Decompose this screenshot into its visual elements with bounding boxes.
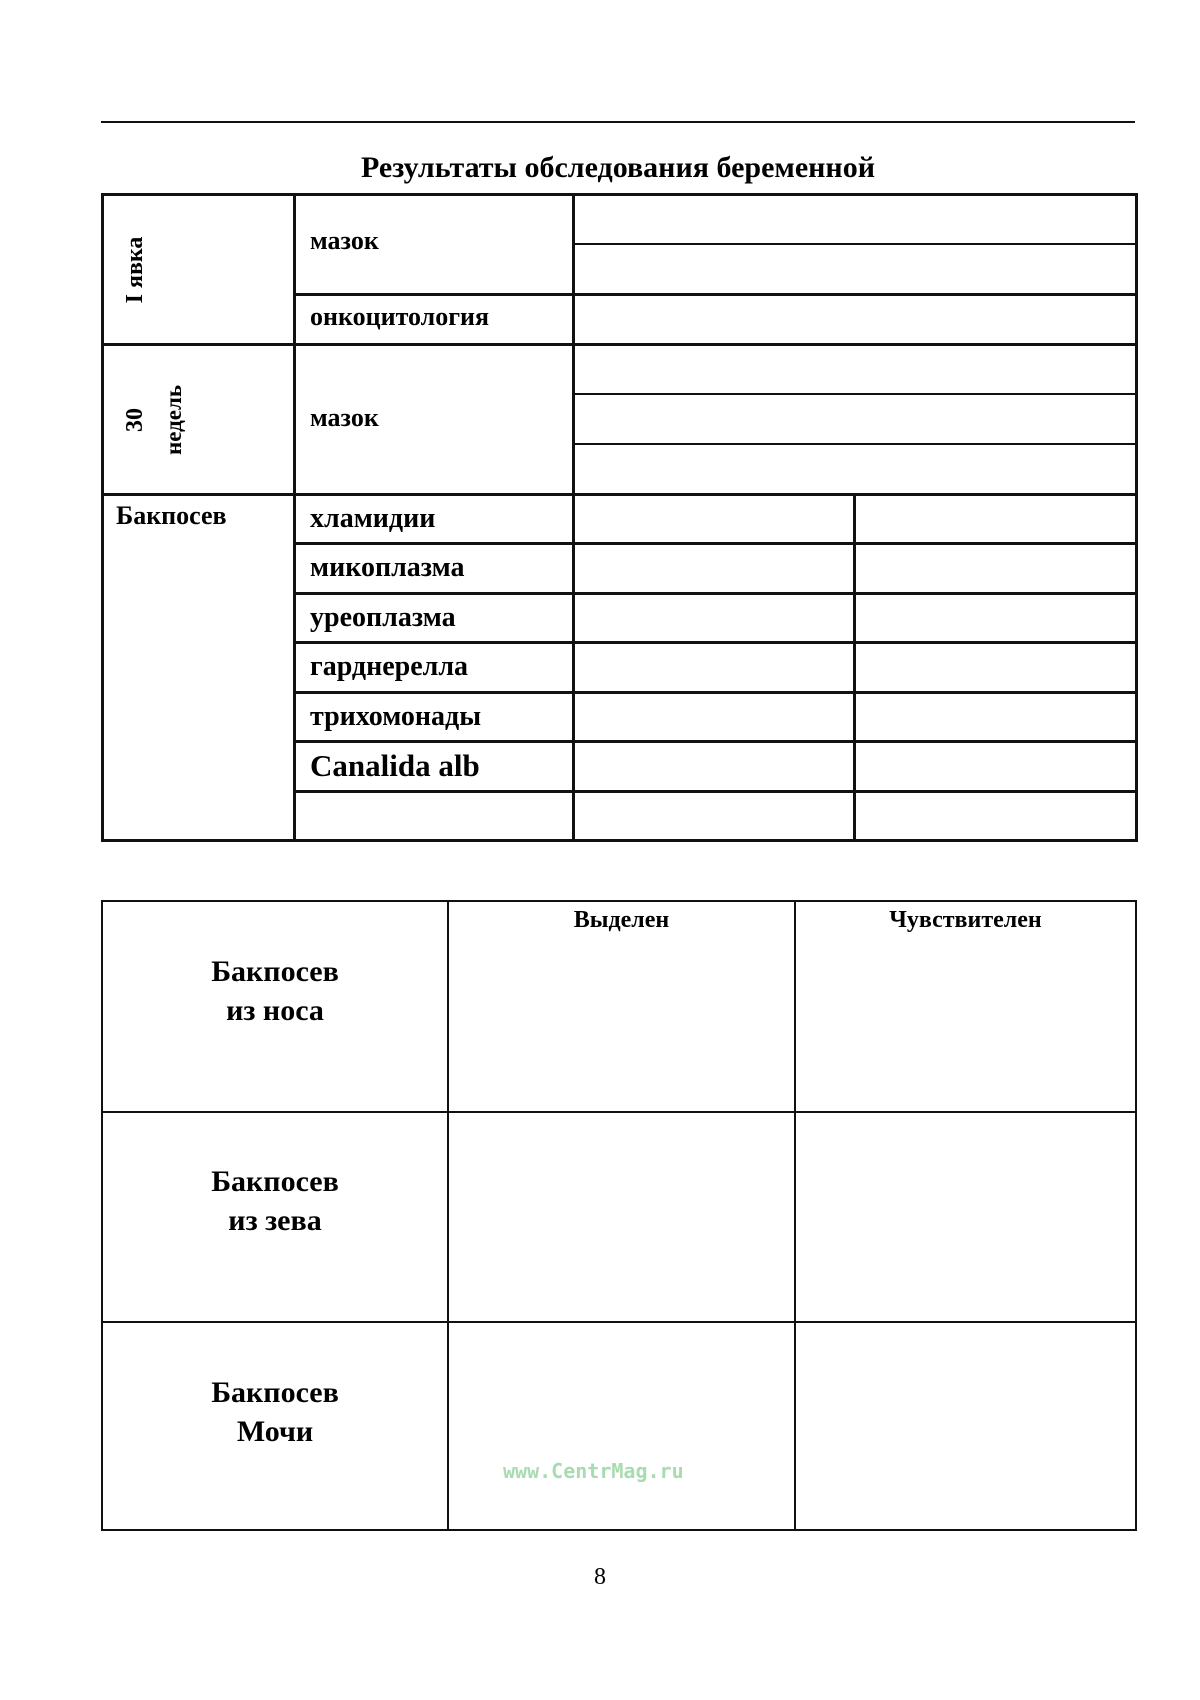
column-header-sensitive: Чувствителен — [889, 907, 1042, 933]
isolated-cell[interactable] — [449, 1113, 794, 1321]
table-border-bottom — [101, 839, 1138, 842]
period-label-week-word: недель — [161, 384, 186, 456]
isolated-cell[interactable] — [449, 1323, 794, 1529]
result-cell[interactable] — [575, 196, 1135, 243]
header-rule — [101, 121, 1135, 123]
test-label: онкоцитология — [310, 302, 490, 331]
result-cell[interactable] — [575, 445, 1135, 493]
row-label-line2: Мочи — [236, 1415, 314, 1448]
culture-result-cell[interactable] — [856, 793, 1135, 839]
result-cell[interactable] — [575, 245, 1135, 293]
period-label-first-visit: I явка — [122, 236, 148, 304]
column-header-isolated: Выделен — [573, 907, 670, 933]
culture-result-cell[interactable] — [575, 743, 853, 790]
period-label-week-number: 30 — [122, 408, 148, 432]
page-title: Результаты обследования беременной — [361, 151, 875, 184]
sensitive-cell[interactable] — [796, 1113, 1135, 1321]
culture-test-label: микоплазма — [310, 552, 465, 583]
result-cell[interactable] — [575, 296, 1135, 343]
row-label-line2: из носа — [226, 994, 324, 1027]
row-label-line1: Бакпосев — [211, 955, 339, 988]
sensitive-cell[interactable] — [796, 945, 1135, 1111]
culture-result-cell[interactable] — [856, 743, 1135, 790]
row-label — [103, 952, 447, 1030]
culture-section-label: Бакпосев — [116, 501, 227, 530]
row-label-line1: Бакпосев — [211, 1165, 339, 1198]
culture-result-cell[interactable] — [856, 644, 1135, 691]
result-cell[interactable] — [575, 346, 1135, 393]
culture-result-cell[interactable] — [575, 694, 853, 740]
culture-result-cell[interactable] — [575, 644, 853, 691]
culture-result-cell[interactable] — [575, 545, 853, 592]
row-label — [103, 1373, 447, 1451]
test-label: мазок — [310, 226, 379, 255]
culture-result-cell[interactable] — [575, 595, 853, 641]
table-border-bottom — [101, 1529, 1137, 1531]
watermark: www.CentrMag.ru — [503, 1459, 684, 1483]
extra-test-cell[interactable] — [296, 793, 572, 839]
result-cell[interactable] — [575, 395, 1135, 443]
culture-result-cell[interactable] — [856, 595, 1135, 641]
sensitive-cell[interactable] — [796, 1323, 1135, 1529]
test-label: мазок — [310, 403, 379, 432]
culture-test-label: хламидии — [310, 503, 436, 534]
table-border-left — [101, 193, 104, 842]
table-border-right — [1135, 900, 1137, 1531]
row-label-line2: из зева — [228, 1204, 322, 1237]
row-label — [103, 1162, 447, 1240]
culture-test-label: трихомонады — [310, 701, 482, 732]
culture-result-cell[interactable] — [856, 545, 1135, 592]
culture-test-label: гарднерелла — [310, 651, 469, 682]
table-border-top — [101, 900, 1137, 902]
col-separator-1 — [293, 193, 296, 842]
culture-test-label: Canalida alb — [310, 748, 480, 783]
culture-result-cell[interactable] — [856, 496, 1135, 542]
table-border-right — [1135, 193, 1138, 842]
culture-test-label: уреоплазма — [310, 602, 456, 633]
culture-result-cell[interactable] — [575, 793, 853, 839]
page-number: 8 — [594, 1564, 606, 1590]
culture-result-cell[interactable] — [856, 694, 1135, 740]
culture-result-cell[interactable] — [575, 496, 853, 542]
row-label-line1: Бакпосев — [211, 1376, 339, 1409]
isolated-cell[interactable] — [449, 945, 794, 1111]
